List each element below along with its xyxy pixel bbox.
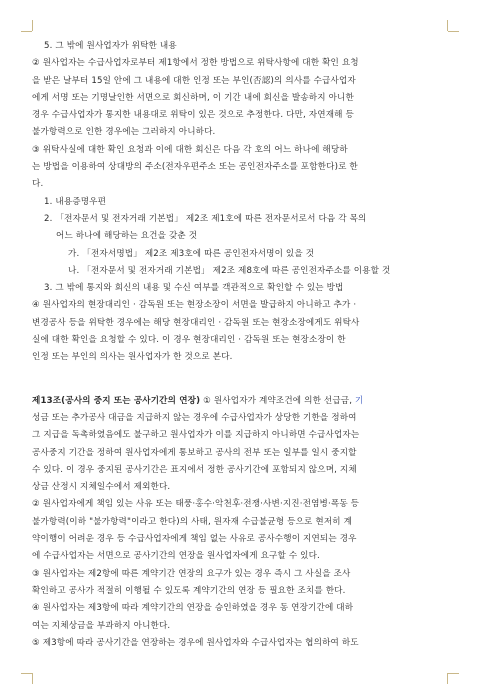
text-line: 1. 내용증명우편 [44, 196, 107, 207]
article-13-title: 제13조(공사의 중지 또는 공사기간의 연장) [32, 395, 201, 406]
text-line: ③ 원사업자는 제2항에 따른 계약기간 연장의 요구가 있는 경우 즉시 그 사실을 조사 [32, 568, 351, 579]
text-line: 수 있다. 이 경우 중지된 공사기간은 표지에서 정한 공사기간에 포함되지 않으며, 지체 [32, 464, 357, 475]
crop-mark-top-left [21, 31, 32, 32]
text-line: 약이행이 어려운 경우 등 수급사업자에게 책임 없는 사유로 공사수행이 지연되는 경우 [32, 534, 357, 545]
text-line: 그 지급을 독촉하였음에도 불구하고 원사업자가 이를 지급하지 아니하면 수급사업자는 [32, 430, 360, 441]
text-line: 다. [32, 179, 44, 190]
text-line: 상금 산정시 지체일수에서 제외한다. [32, 482, 171, 493]
text-line: 변경공사 등을 위탁한 경우에는 해당 현장대리인 · 감독원 또는 현장소장에게도 위탁사 [32, 317, 360, 328]
text-line: ④ 원사업자는 제3항에 따라 계약기간의 연장을 승인하였을 경우 동 연장기간에 대하 [32, 603, 354, 614]
text-line: 에 수급사업자는 서면으로 공사기간의 연장을 원사업자에게 요구할 수 있다. [32, 551, 320, 562]
text-line: 을 받은 날부터 15일 안에 그 내용에 대한 인정 또는 부인(否認)의 의사를 수급사업자 [32, 75, 356, 86]
text-line: 는 방법을 이용하여 상대방의 주소(전자우편주소 또는 공인전자주소를 포함한다)로 한 [32, 162, 358, 173]
article-13 [32, 393, 452, 652]
crop-mark-bottom-left [32, 673, 33, 684]
text-line: 인정 또는 부인의 의사는 원사업자가 한 것으로 본다. [32, 352, 233, 363]
text-line: 여는 지체상금을 부과하지 아니한다. [32, 620, 171, 631]
crop-mark-top-right [447, 20, 448, 31]
text-line: 가. 「전자서명법」 제2조 제3호에 따른 공인전자서명이 있을 것 [68, 248, 315, 259]
text-line: 2. 「전자문서 및 전자거래 기본법」 제2조 제1호에 따른 전자문서로서 다음 각 목의 [44, 213, 367, 224]
text-line: ⑤ 제3항에 따라 공사기간을 연장하는 경우에 원사업자와 수급사업자는 협의하여 하도 [32, 637, 359, 648]
article-13-first-line-text: ① 원사업자가 계약조건에 의한 선급금, 기 [200, 395, 364, 406]
text-line: 5. 그 밖에 원사업자가 위탁한 내용 [44, 41, 177, 51]
text-line: 실에 대한 확인을 요청할 수 있다. 이 경우 현장대리인 · 감독원 또는 현장소장이 한 [32, 335, 346, 346]
text-line: ② 원사업자는 수급사업자로부터 제1항에서 정한 방법으로 위탁사항에 대한 확인 요청 [32, 58, 359, 69]
text-line: 불가항력으로 인한 경우에는 그러하지 아니하다. [32, 127, 216, 138]
text-line: ③ 위탁사실에 대한 확인 요청과 이에 대한 회신은 다음 각 호의 어느 하나에 해당하 [32, 144, 348, 155]
text-line: 어느 하나에 해당하는 요건을 갖춘 것 [56, 231, 198, 242]
crop-mark-top-left [32, 20, 33, 31]
text-line: 불가항력(이하 "불가항력"이라고 한다)의 사태, 원자재 수급불균형 등으로 현저히 계 [32, 516, 353, 527]
article-13-first-line [32, 393, 452, 410]
crop-mark-bottom-right [447, 673, 448, 684]
text-line: 에게 서명 또는 기명날인한 서면으로 회신하며, 이 기간 내에 회신을 발송하지 아니한 [32, 92, 354, 103]
highlighted-text: 기 [355, 395, 364, 406]
text-line: 나. 「전자문서 및 전자거래 기본법」 제2조 제8호에 따른 공인전자주소를 이용할 것 [68, 265, 391, 276]
text-line: ② 원사업자에게 책임 있는 사유 또는 태풍·홍수·악천후·전쟁·사변·지진·전염병·폭동 등 [32, 499, 360, 510]
crop-mark-top-right [448, 31, 459, 32]
article-13-body [32, 410, 452, 652]
document-body [32, 38, 452, 652]
text-line: 공사중지 기간을 정하여 원사업자에게 통보하고 공사의 전부 또는 일부를 일시 중지할 [32, 447, 357, 458]
text-line: 경우 수급사업자가 통지한 내용대로 위탁이 있은 것으로 추정한다. 다만, 자연재해 등 [32, 110, 354, 121]
article-12-continuation [32, 38, 452, 367]
text-line: ④ 원사업자의 현장대리인 · 감독원 또는 현장소장이 서면을 발급하지 아니하고 추가 · [32, 300, 357, 311]
text-line: 성금 또는 추가공사 대금을 지급하지 않는 경우에 수급사업자가 상당한 기한을 정하여 [32, 412, 357, 423]
crop-mark-bottom-left [21, 673, 32, 674]
text-line: 확인하고 공사가 적절히 이행될 수 있도록 계약기간의 연장 등 필요한 조치를 한다. [32, 585, 346, 596]
text-line: 3. 그 밖에 통지와 회신의 내용 및 수신 여부를 객관적으로 확인할 수 있는 방법 [44, 283, 344, 294]
crop-mark-bottom-right [448, 673, 459, 674]
